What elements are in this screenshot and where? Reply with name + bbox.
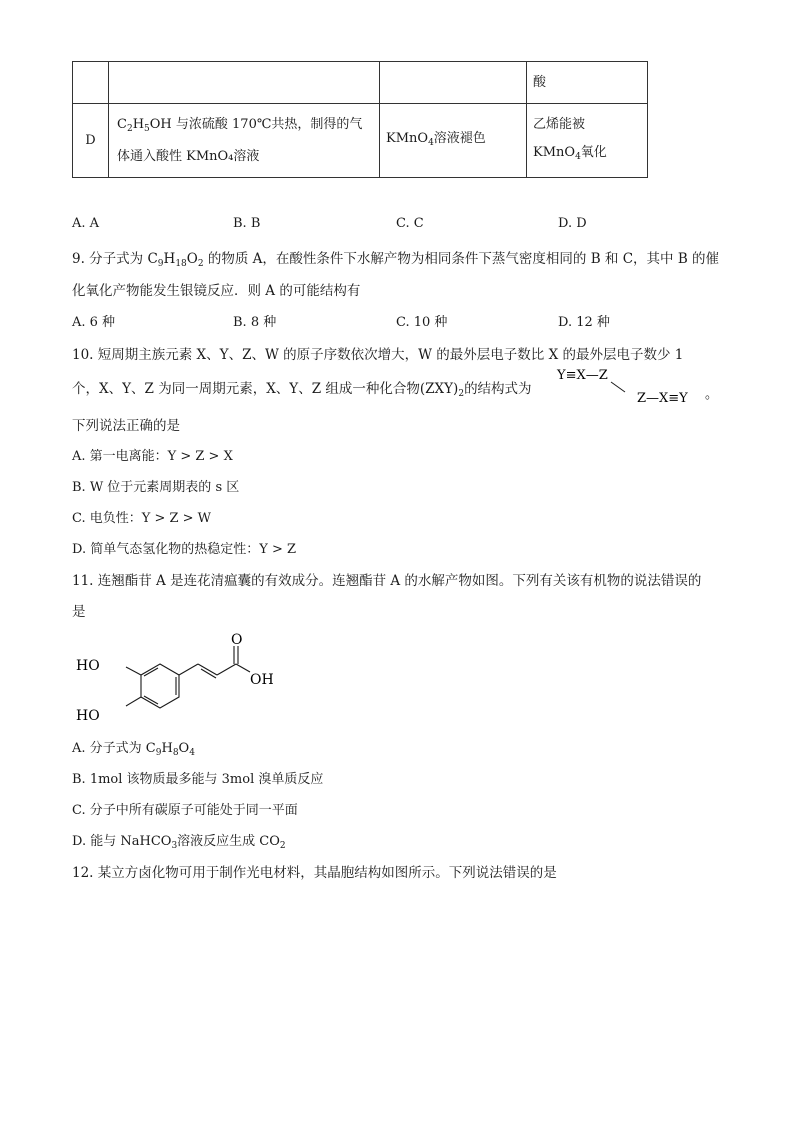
row-label-d: D xyxy=(73,104,109,178)
q8-option-d: D. D xyxy=(558,216,587,231)
q11-stem-line1: 11. 连翘酯苷 A 是连花清瘟囊的有效成分。连翘酯苷 A 的水解产物如图。下列有关该有机物的说法错误的 xyxy=(72,573,702,589)
operation-cell: $C_2H_5OH$ 与浓硫酸 170℃共热，制得的气 体通入酸性 KMnO₄溶液 xyxy=(109,104,380,178)
acid-oh-bond xyxy=(236,664,250,672)
q10-option-b: B. W 位于元素周期表的 s 区 xyxy=(72,480,240,495)
bond-line xyxy=(611,382,625,392)
ho-label-2: HO xyxy=(76,708,100,724)
phenomenon-cell: KMnO$_4$溶液褪色 xyxy=(380,104,527,178)
struct-top: Y≡X—Z xyxy=(557,368,608,383)
q8-option-b: B. B xyxy=(233,216,261,231)
table-row xyxy=(73,104,648,178)
q10-option-a: A. 第一电离能：Y > Z > X xyxy=(72,449,233,464)
chain-bond xyxy=(179,664,198,675)
oh-bond xyxy=(126,667,141,675)
table-cell xyxy=(527,62,648,104)
struct-bottom: Z—X≡Y xyxy=(637,391,688,406)
o-label: O xyxy=(231,632,243,648)
answer-table xyxy=(72,61,648,178)
structural-formula xyxy=(555,364,719,408)
ho-label-1: HO xyxy=(76,658,100,674)
q10-stem-line1: 10. 短周期主族元素 X、Y、Z、W 的原子序数依次增大，W 的最外层电子数比 X 的最外层电子数少 1 xyxy=(72,347,684,363)
q11-option-c: C. 分子中所有碳原子可能处于同一平面 xyxy=(72,803,298,818)
q9-option-c: C. 10 种 xyxy=(396,315,448,330)
q11-stem-line2: 是 xyxy=(72,604,86,620)
molecule-diagram xyxy=(70,630,280,730)
q11-option-b: B. 1mol 该物质最多能与 3mol 溴单质反应 xyxy=(72,772,324,787)
q9-option-d: D. 12 种 xyxy=(558,315,610,330)
chain-bond xyxy=(217,664,236,675)
q10-stem-line3: 下列说法正确的是 xyxy=(72,418,180,434)
conclusion-cell: 乙烯能被 KMnO$_4$氧化 xyxy=(527,104,648,178)
q9-stem-line2: 化氧化产物能发生银镜反应．则 A 的可能结构有 xyxy=(72,283,361,299)
table-row xyxy=(73,62,648,104)
benzene-ring xyxy=(141,664,179,708)
q10-stem-line2: 个，X、Y、Z 为同一周期元素，X、Y、Z 组成一种化合物$(ZXY)_2$的结构式为 xyxy=(72,381,532,399)
q10-option-d: D. 简单气态氢化物的热稳定性：Y > Z xyxy=(72,542,296,557)
q9-option-a: A. 6 种 xyxy=(72,315,116,330)
q9-option-b: B. 8 种 xyxy=(233,315,277,330)
struct-end: 。 xyxy=(705,387,719,402)
q10-option-c: C. 电负性：Y > Z > W xyxy=(72,511,212,526)
table-cell xyxy=(73,62,109,104)
table-cell xyxy=(109,62,380,104)
table-cell xyxy=(380,62,527,104)
q12-stem-line1: 12. 某立方卤化物可用于制作光电材料，其晶胞结构如图所示。下列说法错误的是 xyxy=(72,865,557,881)
q11-option-a: A. 分子式为 $C_9H_8O_4$ xyxy=(72,741,195,758)
q11-option-d: D. 能与 NaHCO$_3$溶液反应生成 $CO_2$ xyxy=(72,834,286,851)
row-top-col4: 酸 xyxy=(533,74,547,90)
oh-label: OH xyxy=(250,672,274,688)
q8-option-a: A. A xyxy=(72,216,100,231)
oh-bond xyxy=(126,697,141,706)
q9-stem-line1: 9. 分子式为 $C_9H_{18}O_2$ 的物质 A，在酸性条件下水解产物为相同条件下蒸气密度相同的 B 和 C，其中 B 的催 xyxy=(72,251,720,269)
q8-option-c: C. C xyxy=(396,216,424,231)
